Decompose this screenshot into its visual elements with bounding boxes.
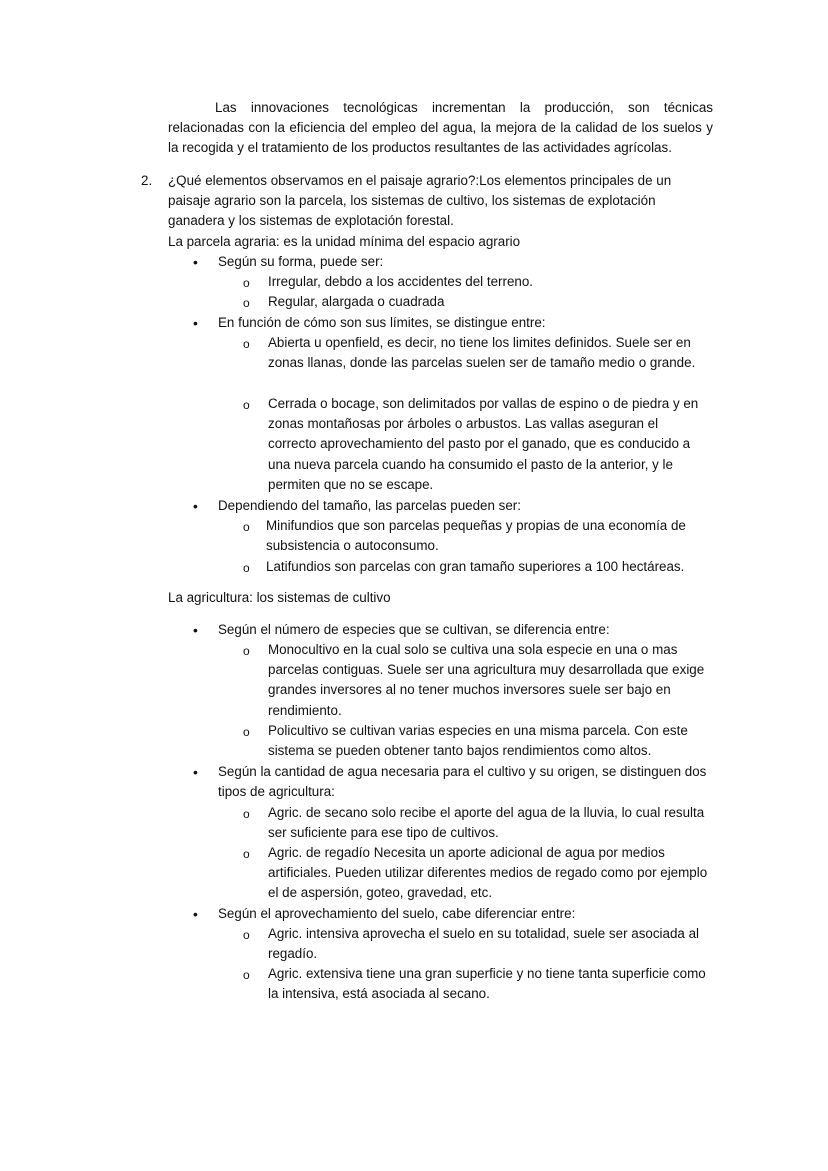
especies-label: Según el número de especies que se cultivan, se diferencia entre: bbox=[218, 622, 610, 637]
question-number: 2. bbox=[141, 173, 153, 188]
sub-bullet: o bbox=[243, 561, 250, 575]
sub-bullet: o bbox=[243, 847, 250, 861]
forma-item-regular: Regular, alargada o cuadrada bbox=[268, 294, 445, 309]
agua-item-secano: Agric. de secano solo recibe el aporte del agua de la lluvia, lo cual resulta ser suficiente para ese tipo de cultivos. bbox=[268, 805, 705, 841]
suelo-item-intensiva: Agric. intensiva aprovecha el suelo en su totalidad, suele ser asociada al regadío. bbox=[268, 926, 699, 962]
bullet-forma: • bbox=[193, 254, 198, 270]
parcela-heading: La parcela agraria: es la unidad mínima del espacio agrario bbox=[168, 234, 521, 249]
sub-bullet: o bbox=[243, 644, 250, 658]
bullet-limites: • bbox=[193, 315, 198, 331]
bullet-agua: • bbox=[193, 764, 198, 780]
tamano-label: Dependiendo del tamaño, las parcelas pueden ser: bbox=[218, 498, 521, 513]
agua-label: Según la cantidad de agua necesaria para el cultivo y su origen, se distinguen dos tipos de agricultura: bbox=[218, 764, 707, 800]
sub-bullet: o bbox=[243, 968, 250, 982]
tamano-item-latifundios: Latifundios son parcelas con gran tamaño superiores a 100 hectáreas. bbox=[266, 559, 685, 574]
suelo-label: Según el aprovechamiento del suelo, cabe diferenciar entre: bbox=[218, 906, 576, 921]
agua-item-regadio: Agric. de regadío Necesita un aporte adicional de agua por medios artificiales. Pueden utilizar diferentes medios de regado como por ejemplo el de aspersión, goteo, gravedad, etc. bbox=[268, 845, 708, 901]
agricultura-heading: La agricultura: los sistemas de cultivo bbox=[168, 590, 391, 605]
bullet-especies: • bbox=[193, 622, 198, 638]
suelo-item-extensiva: Agric. extensiva tiene una gran superficie y no tiene tanta superficie como la intensiva, está asociada al secano. bbox=[268, 966, 706, 1002]
sub-bullet: o bbox=[243, 296, 250, 310]
forma-label: Según su forma, puede ser: bbox=[218, 254, 384, 269]
limites-item-cerrada: Cerrada o bocage, son delimitados por vallas de espino o de piedra y en zonas montañosas por árboles o arbustos. Las vallas aseguran el correcto aprovechamiento del pasto por el ganado, que es conducido a una nueva parcela cuando ha consumido el pasto de la anterior, y le permiten que no se escape. bbox=[268, 396, 699, 492]
bullet-suelo: • bbox=[193, 906, 198, 922]
question-text: ¿Qué elementos observamos en el paisaje agrario?:Los elementos principales de un paisaje agrario son la parcela, los sistemas de cultivo, los sistemas de explotación ganadera y los sistemas de explotación forestal. bbox=[168, 173, 672, 229]
intro-paragraph: Las innovaciones tecnológicas incrementan la producción, son técnicas relacionadas con la eficiencia del empleo del agua, la mejora de la calidad de los suelos y la recogida y el tratamiento de los productos resultantes de las actividades agrícolas. bbox=[168, 100, 713, 156]
sub-bullet: o bbox=[243, 398, 250, 412]
tamano-item-minifundios: Minifundios que son parcelas pequeñas y propias de una economía de subsistencia o autoconsumo. bbox=[266, 518, 686, 554]
especies-item-policultivo: Policultivo se cultivan varias especies en una misma parcela. Con este sistema se pueden obtener tanto bajos rendimientos como altos. bbox=[268, 723, 688, 759]
sub-bullet: o bbox=[243, 807, 250, 821]
especies-item-monocultivo: Monocultivo en la cual solo se cultiva una sola especie en una o mas parcelas contiguas. Suele ser una agricultura muy desarrollada que exige grandes inversores al no tener muchos inversores suele ser bajo en rendimiento. bbox=[268, 642, 705, 718]
sub-bullet: o bbox=[243, 520, 250, 534]
forma-item-irregular: Irregular, debdo a los accidentes del terreno. bbox=[268, 274, 534, 289]
bullet-tamano: • bbox=[193, 498, 198, 514]
limites-item-abierta: Abierta u openfield, es decir, no tiene los limites definidos. Suele ser en zonas llanas, donde las parcelas suelen ser de tamaño medio o grande. bbox=[268, 335, 696, 371]
sub-bullet: o bbox=[243, 725, 250, 739]
limites-label: En función de cómo son sus límites, se distingue entre: bbox=[218, 315, 546, 330]
sub-bullet: o bbox=[243, 928, 250, 942]
sub-bullet: o bbox=[243, 276, 250, 290]
sub-bullet: o bbox=[243, 337, 250, 351]
